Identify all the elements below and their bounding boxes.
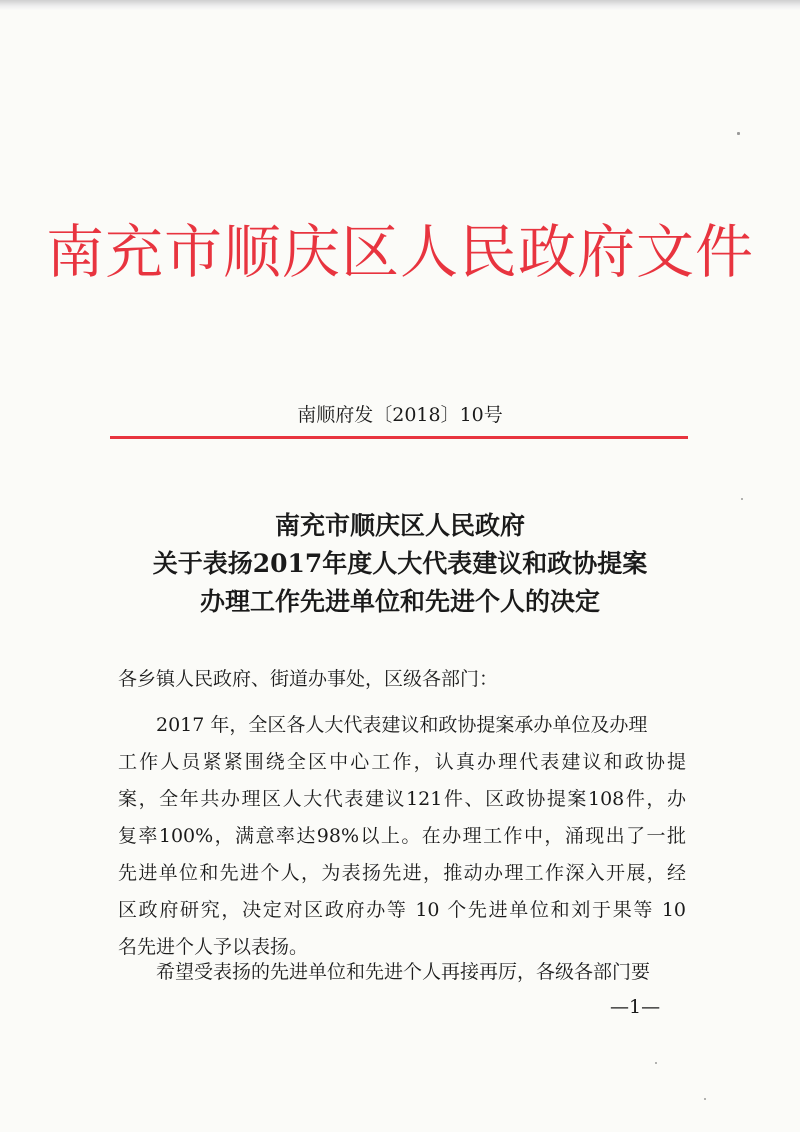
red-separator-line — [110, 436, 688, 439]
scan-speck — [737, 132, 740, 135]
body-paragraph-1 — [118, 707, 686, 966]
document-title — [0, 507, 800, 621]
scan-speck — [704, 1098, 706, 1100]
body-paragraph-2 — [118, 954, 686, 991]
paragraph-line: 区政府研究，决定对区政府办等 10 个先进单位和刘于果等 10 — [118, 899, 686, 921]
scan-speck — [655, 1062, 657, 1064]
paragraph-line: 工作人员紧紧围绕全区中心工作，认真办理代表建议和政协提 — [118, 751, 686, 773]
title-line-3: 办理工作先进单位和先进个人的决定 — [199, 587, 600, 616]
paragraph-line: 先进单位和先进个人，为表扬先进，推动办理工作深入开展，经 — [118, 862, 686, 884]
paragraph-line: 希望受表扬的先进单位和先进个人再接再厉，各级各部门要 — [156, 961, 651, 983]
paragraph-line: 名先进个人予以表扬。 — [118, 936, 309, 958]
document-number: 南顺府发〔2018〕10号 — [297, 404, 503, 426]
title-line-2: 关于表扬2017年度人大代表建议和政协提案 — [152, 549, 648, 578]
title-line-1: 南充市顺庆区人民政府 — [274, 511, 525, 540]
paragraph-line: 复率100%，满意率达98%以上。在办理工作中，涌现出了一批 — [118, 825, 686, 847]
paragraph-line: 案，全年共办理区人大代表建议121件、区政协提案108件，办 — [118, 788, 686, 810]
page-number: —1— — [610, 996, 661, 1018]
paragraph-line: 2017 年，全区各人大代表建议和政协提案承办单位及办理 — [156, 714, 648, 736]
scan-top-edge — [0, 0, 800, 10]
salutation: 各乡镇人民政府、街道办事处，区级各部门： — [118, 668, 499, 690]
scan-speck — [741, 498, 743, 500]
letterhead-title: 南充市顺庆区人民政府文件 — [45, 218, 754, 286]
